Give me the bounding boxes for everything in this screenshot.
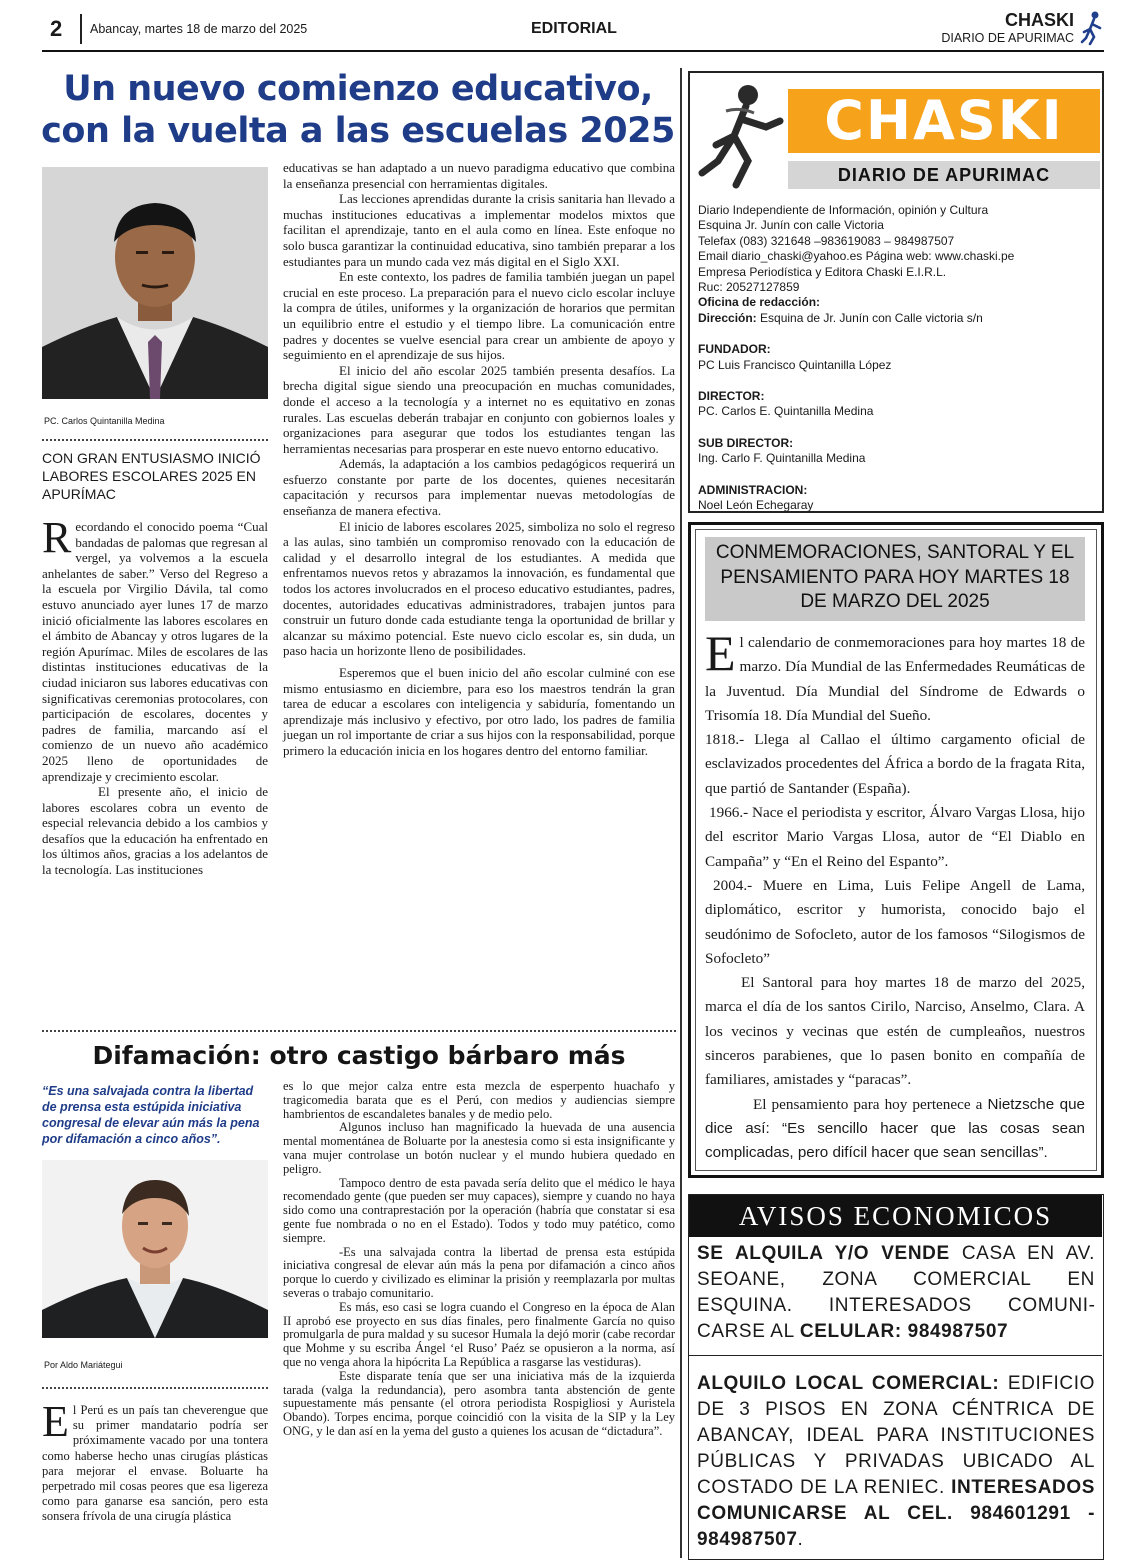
header-rule (42, 50, 1104, 52)
article-title-line2: con la vuelta a las escuelas 2025 (41, 111, 675, 151)
pull-quote: “Es una salvajada contra la libertad de prensa esta estúpida iniciativa congresal de elevar aún más la pena por difamación a cinco años”. (42, 1084, 260, 1146)
second-col1-p1: El Perú es un país tan cheverengue que su primer mandatario podría ser próximamente vacado por una tontera como haberse hecho unas cirugías plásticas para mejorar el envase. Boluarte ha perpetrado mil cosas peores que esa ligereza como para ganarse esa sanción, pero esta sonsera frívola de una cirugía plástica (42, 1397, 268, 1524)
masthead-line: Ruc: 20527127859 (698, 280, 800, 295)
header-brand: CHASKI (1004, 10, 1074, 30)
commemorations-title: CONMEMORACIONES, SANTORAL Y EL PENSAMIENTO PARA HOY MARTES 18 DE MARZO DEL 2025 (705, 537, 1085, 621)
classified-ad-2: ALQUILO LOCAL COMERCIAL: EDIFICIO DE 3 PISOS EN ZONA CÉNTRICA DE ABANCAY, IDEAL PARA INSTITUCIONES PÚBLICAS Y PRIVADAS UBICADO AL COSTADO DE LA RENIEC. INTERESADOS COMUNICARSE AL CEL. 984601291 - 984987507. (697, 1373, 1095, 1550)
article-col1 (42, 513, 268, 878)
commemorations-p1: El calendario de conmemoraciones para hoy martes 18 de marzo. Día Mundial de las Enfermedades Reumáticas de la Juventud. Día Mundial del Síndrome de Edwards o Trisomía 18. Día Mundial del Sueño. (705, 625, 1085, 724)
article-kicker: CON GRAN ENTUSIASMO INICIÓ LABORES ESCOLARES 2025 EN APURÍMAC (42, 450, 261, 502)
article-col1-p1: Recordando el conocido poema “Cual bandadas de palomas que regresan al vergel, ya volvemos a la escuela anhelantes de saber.” Verso del Regreso a la escuela por Virgilio Dávila, tal como estuvo anunciado ayer lunes 17 de marzo inició oficialmente las labores escolares en el ámbito de Abancay y otros lugares de la región Apurímac. Miles de escolares de las distintas instituciones educativas de la ciudad iniciaron sus labores educativas con significativas ceremonias protocolares, con participación de escolares, docentes y padres de familia, marcando así el comienzo de un nuevo año académico 2025 lleno de oportunidades de aprendizaje y crecimiento escolar. (42, 513, 268, 784)
classified-ad-1 (697, 1241, 1095, 1345)
thought-author: Nietzsche (987, 1095, 1055, 1113)
article-title-line1: Un nuevo comienzo educativo, (63, 69, 653, 109)
second-article-title: Difamación: otro castigo bárbaro más (92, 1041, 626, 1070)
second-col2-p4: -Es una salvajada contra la libertad de prensa esta estúpida iniciativa congresal de elevar aún más la pena por difamación a cinco años porque lo cuerdo y civilizado es eliminar la prisión y reemplazarla por multas severas o trabajo comunitario. (283, 1244, 675, 1300)
ad2-phone: INTERESADOS COMUNICARSE AL CEL. 984601291 - 984987507 (697, 1477, 1095, 1550)
second-col2-p3: Tampoco dentro de esta pavada sería delito que el médico le haya recomendado gente (que pueden ser muy capaces), siempre y cuando no haya sido como una contraprestación por la operación (habría que constatar si esa gente fue nombrada o no en el Estado). Todos y todo muy patético, como siempre. (283, 1175, 675, 1245)
commemorations-p3: 1966.- Nace el periodista y escritor, Álvaro Vargas Llosa, hijo del escritor Mario Vargas Llosa, autor de “El Diablo en Campaña” y “En el Reino del Espanto”. (705, 804, 1085, 870)
commemorations-p4: 2004.- Muere en Lima, Luis Felipe Angell de Lama, diplomático, escritor y humorista, conocido bajo el seudónimo de Sofocleto, autor de los famosos “Silogismos de Sofocleto” (705, 876, 1085, 967)
page-number: 2 (50, 16, 63, 41)
article-col2-p5: Además, la adaptación a los cambios pedagógicos requerirá un esfuerzo constante por parte de los docentes, quienes necesitarán capacitación y recursos para implementar nuevas metodologías de enseñanza de manera efectiva. (283, 456, 675, 519)
commemorations-p5: El Santoral para hoy martes 18 de marzo del 2025, marca el día de los santos Cirilo, Narciso, Anselmo, Clara. A los vecinos y vecinas que estén de cumpleaños, nuestros sinceros parabienes, que lo pasen bonito en compañía de familiares, amistades y “paracas”. (705, 974, 1085, 1089)
second-col2-p6: Este disparate tenía que ser una iniciativa más de la izquierda tarada (valga la redundancia), pero asombra tanta abstención de gente supuestamente más pensante (el otrora periodista Rospigliosi y Auristela Obando). Torpes encima, porque coincidió con la visita de la SIP y la Ley ONG, y le dan así en la yema del gusto a quienes los acusan de “dictadura”. (283, 1368, 675, 1438)
columnist-photo (42, 1160, 268, 1338)
author-photo-caption: PC. Carlos Quintanilla Medina (44, 416, 165, 426)
classifieds-box (688, 1194, 1104, 1560)
masthead-line: Email diario_chaski@yahoo.es Página web: www.chaski.pe (698, 249, 1015, 264)
director-name: PC. Carlos E. Quintanilla Medina (698, 404, 874, 419)
runner-logo-icon (1080, 10, 1106, 46)
article-col2-p6: El inicio de labores escolares 2025, simboliza no solo el regreso a las aulas, sino también un compromiso renovado con la educación de calidad y el desarrollo integral de los estudiantes. A medida que enfrentamos nuevos retos y abrazamos la innovación, es fundamental que todos los actores involucrados en el proceso educativo estudiantes, padres, docentes, autoridades educativas administradores, trabajen juntos para construir un futuro donde cada estudiante tenga la oportunidad de brillar y alcanzar su máximo potencial. Este nuevo ciclo escolar es, sin duda, un paso hacia un horizonte lleno de posibilidades. (283, 518, 675, 659)
article-title (40, 68, 676, 152)
address-line (698, 311, 1098, 326)
article-col2-p1: educativas se han adaptado a un nuevo paradigma educativo que combina la enseñanza presencial con herramientas digitales. (283, 160, 675, 191)
ad2-headline: ALQUILO LOCAL COMERCIAL: (697, 1373, 1000, 1394)
commemorations-text (705, 625, 1085, 1166)
classifieds-title: AVISOS ECONOMICOS (689, 1195, 1102, 1237)
founder-name: PC Luis Francisco Quintanilla López (698, 357, 892, 372)
second-col2-p2: Algunos incluso han magnificado la huevada de una ausencia mental momentánea de Boluarte por la anestesia como si esta insignificante y vana mujer controlase un botón nuclear y el mundo hubiera quedado en peligro. (283, 1120, 675, 1176)
drop-cap-e2: E (705, 625, 736, 681)
address-label: Dirección: (698, 310, 757, 325)
commemorations-p2: 1818.- Llega al Callao el último cargamento oficial de esclavizados procedentes del África a bordo de la fragata Rita, que partió de Santander (España). (705, 731, 1085, 797)
header-divider (80, 14, 82, 44)
columnist-caption: Por Aldo Mariátegui (44, 1360, 123, 1370)
second-col2-p5: Es más, eso casi se logra cuando el Congreso en la época de Alan II aprobó ese proyecto en sus días finales, pero finalmente García no quiso promulgarla de pura maldad y su sucesor Humala la dejó morir (cabe recordar que Mohme y su escriba Ángel ‘el Ruso’ Paéz se opusieron a la norma, así que no venga ahora la hipócrita La República a rasgarse las vestiduras). (283, 1299, 675, 1369)
article-col2-p7: Esperemos que el buen inicio del año escolar culminé con ese mismo entusiasmo en diciembre, para eso los maestros tendrán la gran tarea de educar a escolares con inteligencia y sabiduría, fomentando un aprendizaje más inclusivo y efectivo, por otro lado, los padres de familia juegan un rol importante de criar a sus hijos con la responsabilidad, porque primero la educación inicia en los hogares dentro del entorno familiar. (283, 665, 675, 758)
header-brand-sub: DIARIO DE APURIMAC (941, 31, 1074, 45)
columnist-caption-rule (42, 1387, 268, 1389)
office-label: Oficina de redacción: (698, 295, 821, 310)
masthead-logo (694, 77, 1100, 193)
admin-name: Noel León Echegaray (698, 498, 814, 513)
commemorations-p6: El pensamiento para hoy pertenece a Nietzsche que dice así: “Es sencillo hacer que las cosas sean complicadas, pero difícil hacer que sean sencillas”. (705, 1095, 1085, 1162)
masthead-info (698, 203, 1098, 514)
article-col2 (283, 160, 675, 759)
ad1-phone: CELULAR: 984987507 (799, 1321, 1009, 1342)
director-label: DIRECTOR: (698, 389, 765, 404)
subdirector-label: SUB DIRECTOR: (698, 435, 794, 450)
masthead-line: Esquina Jr. Junín con calle Victoria (698, 218, 884, 233)
commemorations-box (688, 522, 1104, 1178)
second-col2 (283, 1080, 675, 1439)
drop-cap-e: E (42, 1397, 69, 1446)
logo-title: CHASKI (824, 89, 1064, 152)
subdirector-name: Ing. Carlo F. Quintanilla Medina (698, 451, 866, 466)
section-divider (42, 1030, 676, 1032)
article-col2-p2: Las lecciones aprendidas durante la crisis sanitaria han llevado a muchas instituciones educativas a implementar modelos mixtos que facilitan el aprendizaje, tanto en el aula como en línea. Este enfoque no solo busca garantizar la continuidad educativa, sino también preparar a los estudiantes para un mundo cada vez más digital en el Siglo XXI. (283, 191, 675, 269)
address-value: Esquina de Jr. Junín con Calle victoria s/n (756, 310, 983, 325)
article-col2-p4: El inicio del año escolar 2025 también presenta desafíos. La brecha digital sigue siendo una preocupación en muchas comunidades, donde el acceso a la tecnología y a internet no es equitativo en zonas rurales. Las escuelas deberán trabajar en conjunto con gobiernos loales y organizaciones para asegurar que todos los estudiantes tengan las herramientas necesarias para prosperar en este nuevo entorno educativo. (283, 362, 675, 456)
article-col2-p3: En este contexto, los padres de familia también juegan un papel crucial en este proceso. La preparación para el nuevo ciclo escolar incluye la compra de útiles, uniformes y la organización de horarios que permitan un equilibrio entre el estudio y el tiempo libre. La comunicación entre padres y docentes se vuelve esencial para crear un ambiente de apoyo y seguimiento en el aprendizaje de sus hijos. (283, 269, 675, 363)
founder-label: FUNDADOR: (698, 342, 771, 357)
masthead-box (688, 71, 1104, 513)
ad2-text: EDIFICIO DE 3 PISOS EN ZONA CÉNTRICA DE ABANCAY, IDEAL PARA INSTITUCIONES PÚBLICAS Y PRIVADAS UBICADO AL COSTADO DE LA RENIEC. (697, 1373, 1095, 1498)
classifieds-divider (689, 1355, 1102, 1356)
masthead-line: Telefax (083) 321648 –983619083 – 984987507 (698, 233, 955, 248)
masthead-line: Diario Independiente de Información, opinión y Cultura (698, 203, 989, 217)
author-photo (42, 167, 268, 399)
article-col1-p2: El presente año, el inicio de labores escolares cobra un evento de especial relevancia debido a los cambios y desafíos que la educación ha enfrentado en los últimos años, gracias a los adelantos de la tecnología. Las instituciones (42, 784, 268, 878)
second-col1 (42, 1397, 268, 1525)
ad1-text: CASA EN AV. SEOANE, ZONA COMERCIAL EN ESQUINA. INTERESADOS COMUNICARSE AL (697, 1243, 1095, 1342)
runner-figure-icon (696, 81, 788, 191)
column-divider (680, 68, 682, 1558)
admin-label: ADMINISTRACION: (698, 482, 808, 497)
drop-cap: R (42, 513, 72, 562)
caption-rule (42, 439, 268, 441)
logo-subtitle: DIARIO DE APURIMAC (837, 165, 1051, 185)
ad1-headline: SE ALQUILA Y/O VENDE (697, 1243, 950, 1264)
section-label: EDITORIAL (531, 20, 617, 37)
date-line: Abancay, martes 18 de marzo del 2025 (90, 22, 308, 36)
masthead-line: Empresa Periodística y Editora Chaski E.I.R.L. (698, 264, 947, 279)
second-col2-p1: es lo que mejor calza entre esta mezcla de esperpento huachafo y tragicomedia barata que es el Perú, con medios y audiencias siempre hambrientos de escandaletes banales y de medio pelo. (283, 1079, 675, 1121)
